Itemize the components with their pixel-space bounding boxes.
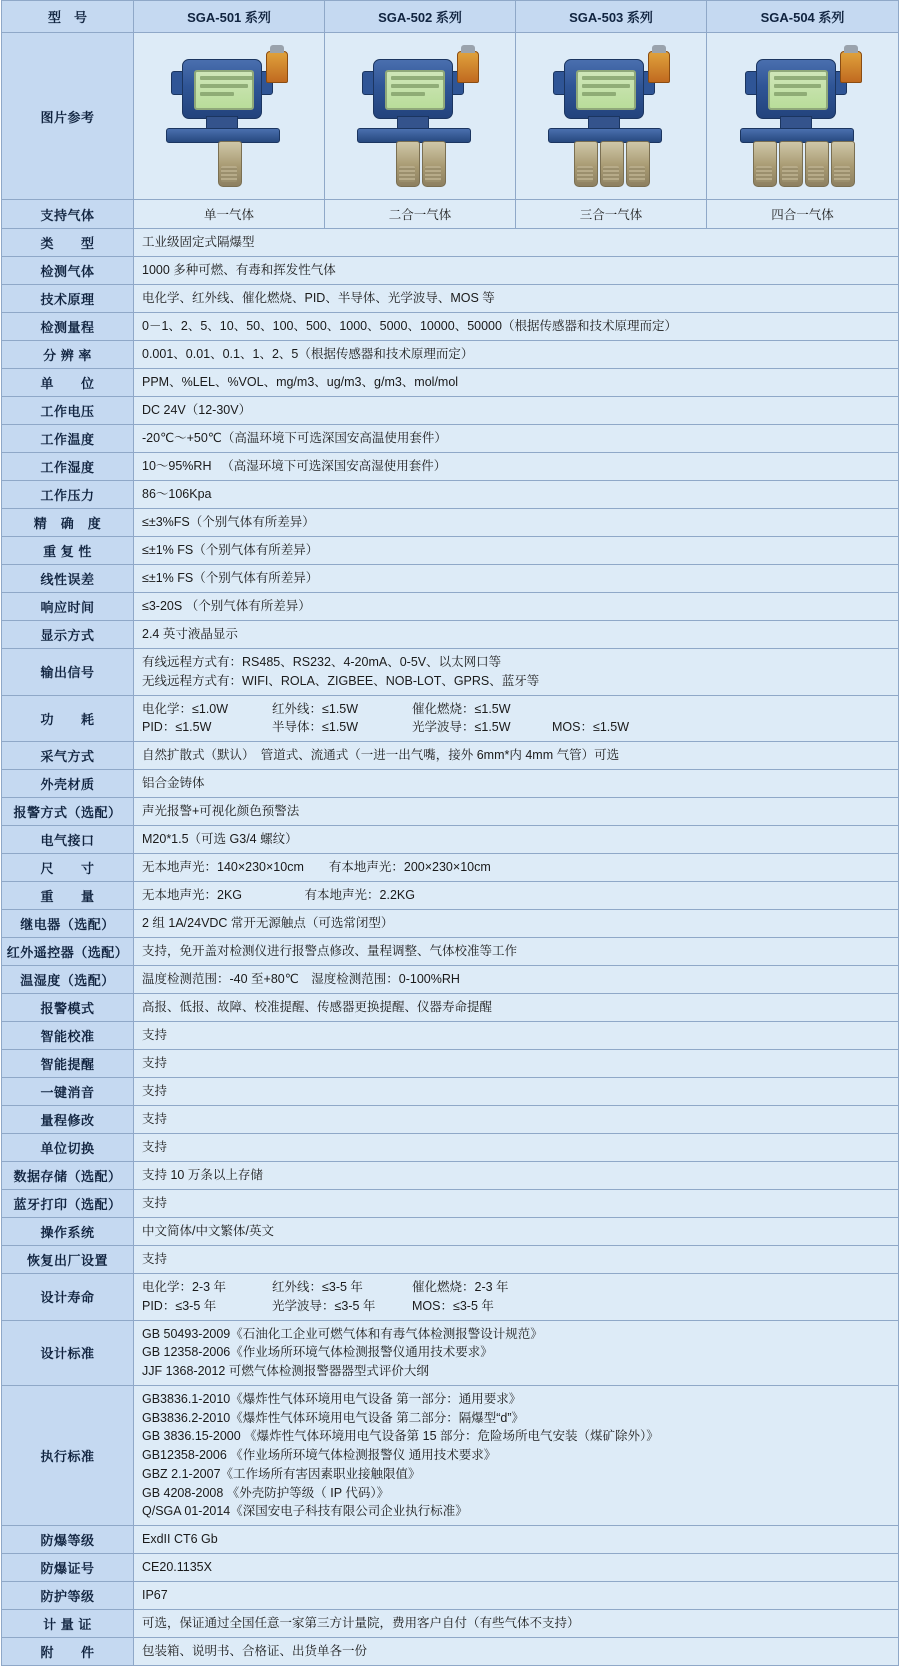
row-label: 附 件 [2,1638,134,1666]
row-value-line: GB3836.1-2010《爆炸性气体环境用电气设备 第一部分：通用要求》 [142,1391,522,1406]
table-row [2,313,899,341]
row-value-line: 温度检测范围：-40 至+80℃ 湿度检测范围：0-100%RH [142,972,460,987]
table-row [2,425,899,453]
row-label: 工作湿度 [2,453,134,481]
row-value [134,1050,899,1078]
power-line [142,718,890,737]
table-row [2,1610,899,1638]
row-label: 数据存储（选配） [2,1162,134,1190]
model-name-4: SGA-504 系列 [707,1,899,33]
row-label: 量程修改 [2,1106,134,1134]
row-value-line: 中文简体/中文繁体/英文 [142,1224,274,1239]
table-row [2,826,899,854]
row-label: 执行标准 [2,1385,134,1525]
row-label-supported-gas: 支持气体 [2,200,134,229]
power-line [142,1278,890,1297]
row-label: 单位切换 [2,1134,134,1162]
row-value [134,1274,899,1321]
power-item: 电化学：≤1.0W [142,701,229,716]
row-value-line: 电化学、红外线、催化燃烧、PID、半导体、光学波导、MOS 等 [142,291,495,306]
row-value [134,994,899,1022]
table-row [2,994,899,1022]
row-value-line: PPM、%LEL、%VOL、mg/m3、ug/m3、g/m3、mol/mol [142,375,459,390]
row-value-line: 支持 [142,1140,168,1155]
row-label: 报警方式（选配） [2,798,134,826]
row-value-line: JJF 1368-2012 可燃气体检测报警器器型式评价大纲 [142,1364,429,1378]
device-housing [564,59,644,119]
row-label: 智能提醒 [2,1050,134,1078]
row-value [134,229,899,257]
supported-gas-4: 四合一气体 [707,200,899,229]
row-value [134,1610,899,1638]
row-value-line: ≤3-20S （个别气体有所差异） [142,599,311,614]
row-value [134,537,899,565]
row-value-line: -20℃～+50℃（高温环境下可选深国安高温使用套件） [142,431,447,446]
power-item-value: 2-3 年 [474,1280,509,1294]
row-label: 检测气体 [2,257,134,285]
row-label: 智能校准 [2,1022,134,1050]
table-row [2,1582,899,1610]
row-label: 报警模式 [2,994,134,1022]
table-row [2,593,899,621]
row-value-line: 高报、低报、故障、校准提醒、传感器更换提醒、仪器寿命提醒 [142,1000,493,1015]
row-value-line: 铝合金铸体 [142,776,205,791]
row-value [134,1246,899,1274]
row-value-line: Q/SGA 01-2014《深国安电子科技有限公司企业执行标准》 [142,1504,468,1519]
power-item-value: ≤1.0W [192,701,229,716]
row-value-line: 支持 10 万条以上存储 [142,1168,263,1183]
row-value-line: CE20.1135X [142,1560,212,1575]
row-value-line: GB 12358-2006《作业场所环境气体检测报警仪通用技术要求》 [142,1345,493,1360]
row-value [134,1218,899,1246]
row-value-line: 支持 [142,1112,168,1127]
table-row [2,1385,899,1525]
row-value-line: GB 50493-2009《石油化工企业可燃气体和有毒气体检测报警设计规范》 [142,1326,543,1341]
row-label: 恢复出厂设置 [2,1246,134,1274]
row-value-line: 1000 多种可燃、有毒和挥发性气体 [142,263,336,278]
row-label: 蓝牙打印（选配） [2,1190,134,1218]
device-probe [218,141,242,187]
table-row [2,798,899,826]
row-label: 继电器（选配） [2,910,134,938]
row-label: 工作压力 [2,481,134,509]
specification-table [1,0,899,1666]
device-image-3 [516,33,707,200]
table-row [2,397,899,425]
row-label: 工作电压 [2,397,134,425]
row-value-line: 86～106Kpa [142,487,212,502]
row-label: 采气方式 [2,742,134,770]
table-row [2,1078,899,1106]
row-value [134,621,899,649]
row-value-line: 0－1、2、5、10、50、100、500、1000、5000、10000、50000（根据传感器和技术原理而定） [142,319,677,334]
row-label: 功 耗 [2,695,134,742]
row-value [134,1582,899,1610]
row-label: 一键消音 [2,1078,134,1106]
model-name-2: SGA-502 系列 [325,1,516,33]
device-probe [753,141,777,187]
power-item: 光学波导：≤3-5 年 [272,1298,376,1313]
row-value-line: 工业级固定式隔爆型 [142,235,255,250]
device-housing [756,59,836,119]
row-value [134,425,899,453]
device-housing [182,59,262,119]
power-item-value: ≤1.5W [175,720,212,735]
row-label: 防护等级 [2,1582,134,1610]
row-label: 工作温度 [2,425,134,453]
device-alarm-light [457,51,479,83]
row-label: 电气接口 [2,826,134,854]
row-label: 尺 寸 [2,854,134,882]
row-value-line: 支持 [142,1056,168,1071]
power-item: 红外线：≤3-5 年 [272,1280,363,1294]
table-row [2,1638,899,1666]
device-display [576,70,636,110]
device-probe [805,141,829,187]
row-value [134,257,899,285]
row-value [134,649,899,696]
table-row [2,481,899,509]
device-probe [600,141,624,187]
row-label: 响应时间 [2,593,134,621]
row-value [134,369,899,397]
row-value [134,770,899,798]
row-value-line: DC 24V（12-30V） [142,403,252,418]
device-alarm-light [266,51,288,83]
row-label: 类 型 [2,229,134,257]
row-value [134,742,899,770]
row-value [134,565,899,593]
table-row-supported-gas [2,200,899,229]
row-value [134,1078,899,1106]
row-label: 防爆证号 [2,1554,134,1582]
table-row [2,1320,899,1385]
table-row [2,1218,899,1246]
row-label: 输出信号 [2,649,134,696]
power-item: 光学波导：≤1.5W [412,720,511,735]
table-row [2,537,899,565]
row-value [134,285,899,313]
row-value [134,313,899,341]
device-alarm-light [840,51,862,83]
power-item-value: ≤1.5W [474,720,511,735]
table-row [2,1190,899,1218]
row-value-line: 2 组 1A/24VDC 常开无源触点（可选常闭型） [142,916,394,931]
table-row [2,742,899,770]
device-probe [626,141,650,187]
device-probe [831,141,855,187]
row-value-line: 自然扩散式（默认） 管道式、流通式（一进一出气嘴，接外 6mm*内 4mm 气管）可选 [142,748,620,763]
table-row [2,1022,899,1050]
row-value [134,695,899,742]
power-item: 半导体：≤1.5W [272,720,359,735]
table-row [2,1050,899,1078]
row-label: 线性误差 [2,565,134,593]
row-value-line: ≤±1% FS（个别气体有所差异） [142,543,319,558]
row-value-line: IP67 [142,1588,168,1603]
device-image-1 [134,33,325,200]
table-row [2,770,899,798]
power-item: 催化燃烧：2-3 年 [412,1280,509,1294]
power-item-value: ≤1.5W [322,701,359,716]
row-label: 重 复 性 [2,537,134,565]
power-item-value: ≤1.5W [474,701,511,716]
row-label: 单 位 [2,369,134,397]
row-value-line: 支持 [142,1196,168,1211]
row-value-line: 支持 [142,1252,168,1267]
row-value-line: ExdII CT6 Gb [142,1532,218,1547]
model-name-3: SGA-503 系列 [516,1,707,33]
row-value-line: ≤±3%FS（个别气体有所差异） [142,515,315,530]
power-item-value: ≤3-5 年 [322,1280,363,1294]
row-value-line: 声光报警+可视化颜色预警法 [142,804,300,819]
row-value-line: GB12358-2006 《作业场所环境气体检测报警仪 通用技术要求》 [142,1448,497,1462]
row-value [134,593,899,621]
table-row-model [2,1,899,33]
row-value [134,938,899,966]
row-label: 温湿度（选配） [2,966,134,994]
row-value [134,1134,899,1162]
power-item: PID：≤1.5W [142,720,212,735]
table-row [2,1246,899,1274]
row-value-line: 无线远程方式有：WIFI、ROLA、ZIGBEE、NOB-LOT、GPRS、蓝牙等 [142,673,540,688]
power-item-value: ≤1.5W [592,720,630,735]
row-label: 外壳材质 [2,770,134,798]
row-value [134,826,899,854]
row-value [134,1320,899,1385]
row-value-line: 支持，免开盖对检测仪进行报警点修改、量程调整、气体校准等工作 [142,944,518,959]
power-item-value: ≤1.5W [322,720,359,735]
power-line [142,700,890,719]
row-value-line: 支持 [142,1028,168,1043]
table-row [2,649,899,696]
row-label: 技术原理 [2,285,134,313]
row-value [134,1385,899,1525]
power-item: 电化学：2-3 年 [142,1280,227,1294]
row-value [134,1022,899,1050]
row-label: 防爆等级 [2,1526,134,1554]
row-value [134,1638,899,1666]
row-value-line: 无本地声光：2KG 有本地声光：2.2KG [142,888,415,903]
power-item-value: ≤3-5 年 [175,1298,217,1313]
row-value-line: 包装箱、说明书、合格证、出货单各一份 [142,1644,368,1659]
row-value [134,1106,899,1134]
power-item-value: 2-3 年 [192,1280,227,1294]
table-row [2,938,899,966]
power-item-value: ≤3-5 年 [334,1298,376,1313]
table-row [2,509,899,537]
row-value-line: GB3836.2-2010《爆炸性气体环境用电气设备 第二部分：隔爆型“d”》 [142,1410,525,1425]
table-row [2,695,899,742]
table-row [2,453,899,481]
table-row [2,1554,899,1582]
device-probe [779,141,803,187]
row-value-line: 无本地声光：140×230×10cm 有本地声光：200×230×10cm [142,860,491,875]
row-label: 设计标准 [2,1320,134,1385]
power-item: 红外线：≤1.5W [272,701,359,716]
table-row [2,229,899,257]
row-value [134,854,899,882]
row-value-line: 支持 [142,1084,168,1099]
row-value [134,966,899,994]
table-row-images [2,33,899,200]
power-item: MOS：≤1.5W [552,720,630,735]
row-label: 红外遥控器（选配） [2,938,134,966]
row-label: 检测量程 [2,313,134,341]
row-value [134,453,899,481]
device-display [385,70,445,110]
power-item: PID：≤3-5 年 [142,1298,217,1313]
row-value [134,910,899,938]
model-name-1: SGA-501 系列 [134,1,325,33]
supported-gas-3: 三合一气体 [516,200,707,229]
table-row [2,565,899,593]
row-value-line: 10～95%RH （高湿环境下可选深国安高湿使用套件） [142,459,447,474]
row-value [134,341,899,369]
row-value [134,882,899,910]
device-display [194,70,254,110]
device-probe [422,141,446,187]
row-value [134,798,899,826]
row-label: 计 量 证 [2,1610,134,1638]
table-row [2,285,899,313]
table-row [2,854,899,882]
table-row [2,966,899,994]
row-label: 分 辨 率 [2,341,134,369]
supported-gas-2: 二合一气体 [325,200,516,229]
row-label: 设计寿命 [2,1274,134,1321]
row-value [134,1526,899,1554]
row-value [134,1190,899,1218]
row-value-line: GB 4208-2008 《外壳防护等级（ IP 代码）》 [142,1485,390,1500]
row-value-line: GB 3836.15-2000 《爆炸性气体环境用电气设备第 15 部分：危险场所电气安装（煤矿除外）》 [142,1429,659,1444]
table-row [2,257,899,285]
device-image-2 [325,33,516,200]
power-item: MOS：≤3-5 年 [412,1298,494,1313]
row-value-line: GBZ 2.1-2007《工作场所有害因素职业接触限值》 [142,1466,421,1481]
table-row [2,1106,899,1134]
power-line [142,1297,890,1316]
row-label: 重 量 [2,882,134,910]
row-value [134,509,899,537]
row-value-line: 2.4 英寸液晶显示 [142,627,238,642]
device-housing [373,59,453,119]
device-image-4 [707,33,899,200]
row-label: 精 确 度 [2,509,134,537]
table-row [2,341,899,369]
supported-gas-1: 单一气体 [134,200,325,229]
power-item: 催化燃烧：≤1.5W [412,701,511,716]
row-value-line: 0.001、0.01、0.1、1、2、5（根据传感器和技术原理而定） [142,347,474,362]
row-label-image: 图片参考 [2,33,134,200]
device-display [768,70,828,110]
power-item-value: ≤3-5 年 [452,1298,494,1313]
row-value [134,481,899,509]
device-probe [574,141,598,187]
row-label-model: 型 号 [2,1,134,33]
row-value-line: 有线远程方式有：RS485、RS232、4-20mA、0-5V、以太网口等 [142,655,502,669]
row-value-line: ≤±1% FS（个别气体有所差异） [142,571,319,586]
row-value [134,1162,899,1190]
table-row [2,1274,899,1321]
row-value [134,397,899,425]
table-row [2,1162,899,1190]
row-label: 操作系统 [2,1218,134,1246]
table-row [2,882,899,910]
table-row [2,369,899,397]
device-probe [396,141,420,187]
table-row [2,1134,899,1162]
table-row [2,910,899,938]
row-value-line: M20*1.5（可选 G3/4 螺纹） [142,832,298,847]
table-row [2,621,899,649]
table-row [2,1526,899,1554]
device-alarm-light [648,51,670,83]
row-value [134,1554,899,1582]
row-label: 显示方式 [2,621,134,649]
row-value-line: 可选，保证通过全国任意一家第三方计量院，费用客户自付（有些气体不支持） [142,1616,580,1631]
